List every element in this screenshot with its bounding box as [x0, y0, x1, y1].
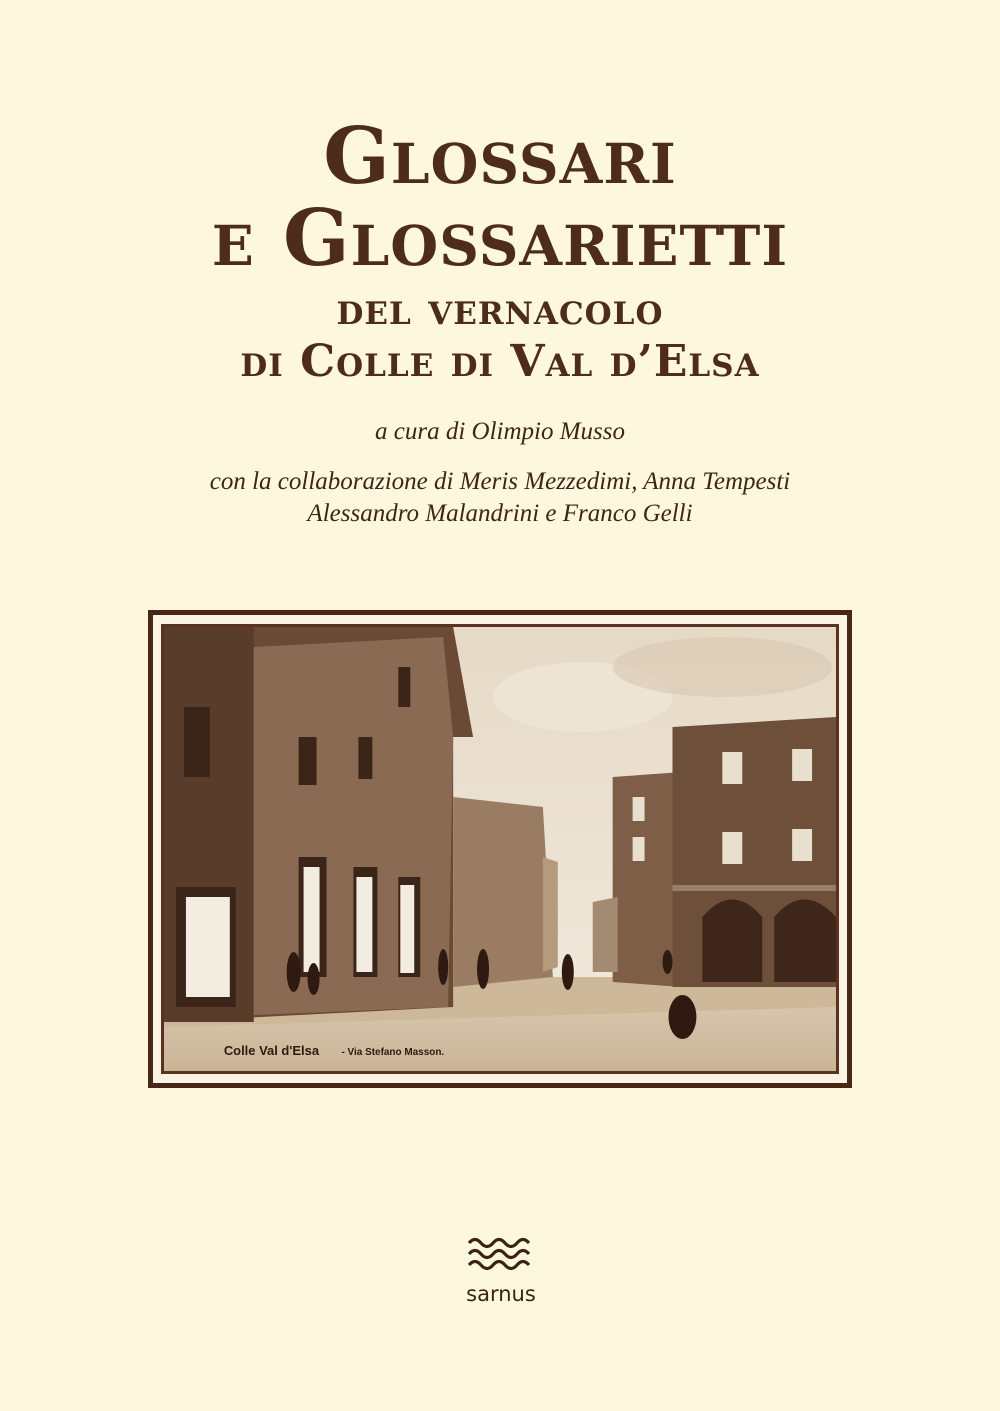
- credits: [0, 418, 1000, 530]
- cover-photo-frame: [148, 610, 852, 1088]
- street-scene-image: [164, 627, 836, 1071]
- book-title-line-2: e Glossarietti: [211, 193, 789, 284]
- collaborators-line-2: Alessandro Malandrini e Franco Gelli: [307, 500, 693, 527]
- book-subtitle-line-1: del vernacolo: [336, 284, 664, 335]
- editor-credit: a cura di Olimpio Musso: [375, 418, 625, 445]
- collaborators-line-1: con la collaborazione di Meris Mezzedimi, Anna Tempesti: [209, 468, 791, 495]
- photo-caption-street: - Via Stefano Masson.: [341, 1046, 445, 1059]
- cover-photo: [161, 624, 839, 1074]
- publisher-logo: [466, 1235, 536, 1306]
- title-block: [0, 111, 1000, 388]
- photo-caption-place: Colle Val d'Elsa: [223, 1042, 320, 1059]
- book-title-line-1: Glossari: [323, 111, 677, 202]
- book-subtitle-line-2: di Colle di Val d’Elsa: [240, 336, 760, 387]
- publisher-name: sarnus: [466, 1282, 536, 1306]
- waves-icon: [466, 1235, 536, 1279]
